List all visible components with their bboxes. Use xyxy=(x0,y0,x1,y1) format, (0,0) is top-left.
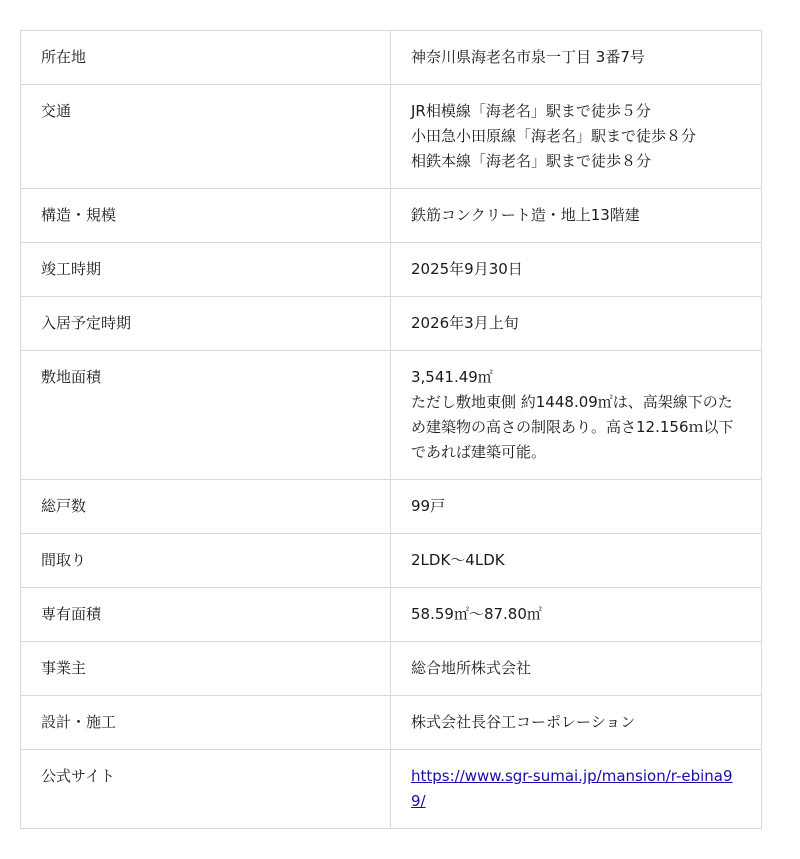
table-row xyxy=(21,480,762,534)
official-site-link[interactable]: https://www.sgr-sumai.jp/mansion/r-ebina99/ xyxy=(411,767,733,810)
table-row xyxy=(21,243,762,297)
table-row xyxy=(21,642,762,696)
table-row xyxy=(21,750,762,829)
row-value-location xyxy=(391,31,762,85)
table-row xyxy=(21,696,762,750)
row-label-move-in: 入居予定時期 xyxy=(21,297,391,351)
value-line: 小田急小田原線「海老名」駅まで徒歩８分 xyxy=(411,127,697,145)
value-line: 58.59㎡～87.80㎡ xyxy=(411,605,542,623)
row-value-total-units xyxy=(391,480,762,534)
row-label-floor-plan: 間取り xyxy=(21,534,391,588)
value-line: 神奈川県海老名市泉一丁目 3番7号 xyxy=(411,48,645,66)
row-value-developer xyxy=(391,642,762,696)
value-line: 総合地所株式会社 xyxy=(411,659,532,677)
row-value-structure xyxy=(391,189,762,243)
row-value-floor-area xyxy=(391,588,762,642)
row-label-completion: 竣工時期 xyxy=(21,243,391,297)
row-label-location: 所在地 xyxy=(21,31,391,85)
row-label-floor-area: 専有面積 xyxy=(21,588,391,642)
value-line: 2LDK～4LDK xyxy=(411,551,505,569)
table-row xyxy=(21,31,762,85)
table-row xyxy=(21,588,762,642)
value-line: 鉄筋コンクリート造・地上13階建 xyxy=(411,206,640,224)
row-value-access xyxy=(391,85,762,189)
row-label-site-area: 敷地面積 xyxy=(21,351,391,480)
value-line: ただし敷地東側 約1448.09㎡は、高架線下のため建築物の高さの制限あり。高さ12.156ｍ以下であれば建築可能。 xyxy=(411,393,734,461)
row-label-structure: 構造・規模 xyxy=(21,189,391,243)
row-value-floor-plan xyxy=(391,534,762,588)
table-row xyxy=(21,351,762,480)
table-row xyxy=(21,85,762,189)
row-value-design-construction xyxy=(391,696,762,750)
row-value-site-area xyxy=(391,351,762,480)
value-line: 99戸 xyxy=(411,497,446,515)
value-line: 相鉄本線「海老名」駅まで徒歩８分 xyxy=(411,152,652,170)
row-value-move-in xyxy=(391,297,762,351)
value-line: 株式会社長谷工コーポレーション xyxy=(411,713,636,731)
table-row xyxy=(21,297,762,351)
table-row xyxy=(21,189,762,243)
property-overview xyxy=(20,30,762,829)
value-line: 3,541.49㎡ xyxy=(411,368,493,386)
row-value-official-site xyxy=(391,750,762,829)
row-label-design-construction: 設計・施工 xyxy=(21,696,391,750)
row-label-total-units: 総戸数 xyxy=(21,480,391,534)
value-line: 2026年3月上旬 xyxy=(411,314,519,332)
row-label-official-site: 公式サイト xyxy=(21,750,391,829)
row-value-completion xyxy=(391,243,762,297)
row-label-developer: 事業主 xyxy=(21,642,391,696)
table-row xyxy=(21,534,762,588)
property-info-table xyxy=(20,30,762,829)
value-line: JR相模線「海老名」駅まで徒歩５分 xyxy=(411,102,651,120)
value-line: 2025年9月30日 xyxy=(411,260,523,278)
row-label-access: 交通 xyxy=(21,85,391,189)
